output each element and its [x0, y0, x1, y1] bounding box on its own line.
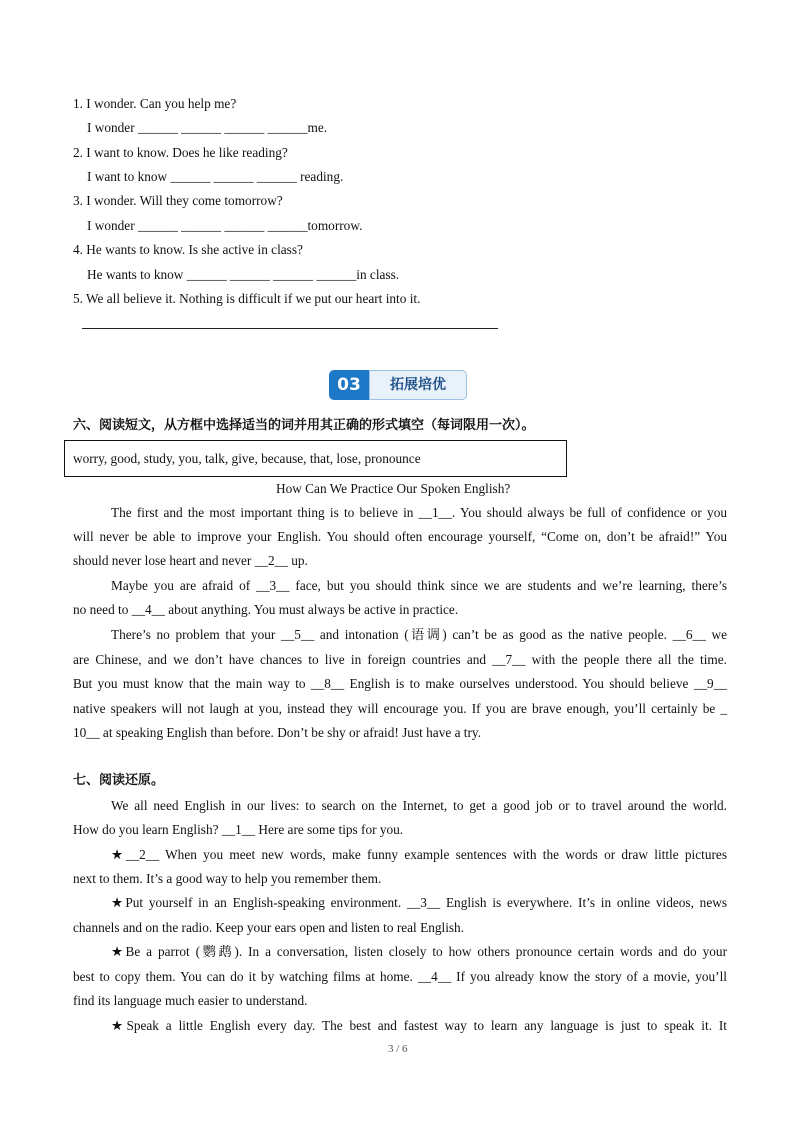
passage-line: There’s no problem that your __5__ and intonation (语调) can’t be as good as the native people. __6__ we: [111, 627, 727, 642]
badge-label: 拓展培优: [369, 370, 467, 400]
answer-line-3: I wonder ______ ______ ______ ______tomorrow.: [87, 218, 363, 233]
passage-line: ★Speak a little English every day. The best and fastest way to learn any language is just to speak it. It: [111, 1018, 727, 1033]
passage-line: are Chinese, and we don’t have chances to live in foreign countries and __7__ with the people there all the time.: [73, 652, 727, 667]
answer-rule-5: [82, 328, 498, 329]
answer-line-2: I want to know ______ ______ ______ reading.: [87, 169, 344, 184]
passage-line: will never be able to improve your English. You should often encourage yourself, “Come on, don’t be afraid!” You: [73, 529, 727, 544]
word-box-text: worry, good, study, you, talk, give, because, that, lose, pronounce: [73, 451, 421, 466]
question-1: 1. I wonder. Can you help me?: [73, 96, 237, 111]
passage-line: We all need English in our lives: to search on the Internet, to get a good job or to travel around the world.: [111, 798, 727, 813]
passage-line: ★Be a parrot (鹦鹉). In a conversation, listen closely to how others pronounce certain words and do your: [111, 944, 727, 959]
passage-line: But you must know that the main way to __8__ English is to make ourselves understood. You should believe __9__: [73, 676, 727, 691]
answer-line-4: He wants to know ______ ______ ______ ______in class.: [87, 267, 400, 282]
passage-line: channels and on the radio. Keep your ears open and listen to real English.: [73, 920, 465, 935]
passage-line: should never lose heart and never __2__ up.: [73, 553, 308, 568]
passage-line: next to them. It’s a good way to help you remember them.: [73, 871, 382, 886]
passage-line: best to copy them. You can do it by watching films at home. __4__ If you already know the story of a movie, you’ll: [73, 969, 727, 984]
passage-line: 10__ at speaking English than before. Don’t be shy or afraid! Just have a try.: [73, 725, 482, 740]
question-5: 5. We all believe it. Nothing is difficult if we put our heart into it.: [73, 291, 421, 306]
passage-line: ★Put yourself in an English-speaking environment. __3__ English is everywhere. It’s in online videos, news: [111, 895, 727, 910]
passage-line: find its language much easier to understand.: [73, 993, 308, 1008]
word-box: [64, 440, 567, 477]
question-2: 2. I want to know. Does he like reading?: [73, 145, 288, 160]
question-3: 3. I wonder. Will they come tomorrow?: [73, 193, 283, 208]
section-6-heading: 六、阅读短文，从方框中选择适当的词并用其正确的形式填空（每词限用一次）。: [73, 418, 535, 433]
passage-line: ★__2__ When you meet new words, make funny example sentences with the words or draw little pictures: [111, 847, 727, 862]
question-4: 4. He wants to know. Is she active in class?: [73, 242, 303, 257]
answer-line-1: I wonder ______ ______ ______ ______me.: [87, 120, 328, 135]
section-7-heading: 七、阅读还原。: [73, 773, 165, 788]
passage-line: Maybe you are afraid of __3__ face, but you should think since we are students and we’re learning, there’s: [111, 578, 727, 593]
passage-title: How Can We Practice Our Spoken English?: [276, 481, 511, 496]
badge-number: 03: [329, 370, 369, 400]
passage-line: native speakers will not laugh at you, instead they will encourage you. If you are brave enough, you’ll certainly be _: [73, 701, 727, 716]
passage-line: The first and the most important thing is to believe in __1__. You should always be full of confidence or you: [111, 505, 727, 520]
passage-line: How do you learn English? __1__ Here are some tips for you.: [73, 822, 404, 837]
passage-line: no need to __4__ about anything. You must always be active in practice.: [73, 602, 459, 617]
section-badge: [329, 370, 467, 400]
page-number: 3 / 6: [388, 1043, 408, 1055]
